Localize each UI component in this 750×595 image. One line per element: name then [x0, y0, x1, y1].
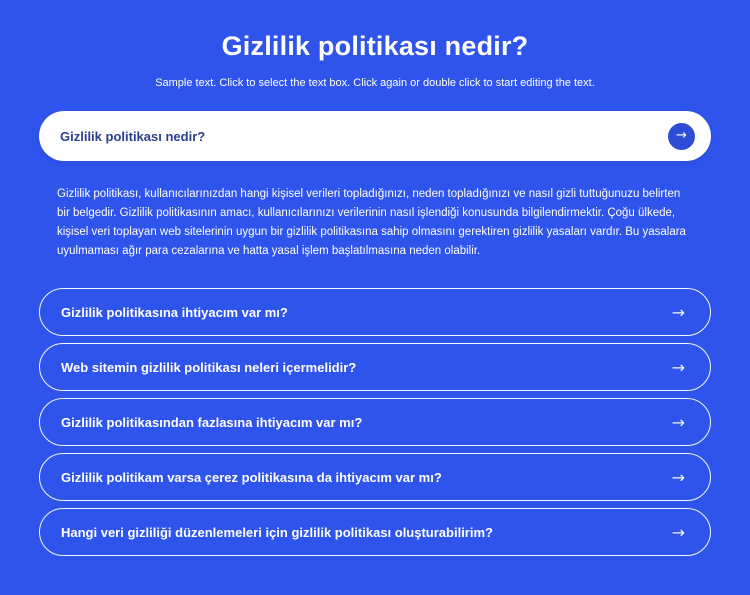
arrow-right-icon: →: [671, 302, 685, 322]
faq-question: Web sitemin gizlilik politikası neleri içermelidir?: [61, 359, 357, 375]
faq-item-cookie-policy[interactable]: [39, 453, 711, 501]
submit-question-button[interactable]: [668, 123, 695, 150]
arrow-right-icon: →: [671, 357, 685, 377]
question-input-label: Gizlilik politikası nedir?: [60, 128, 206, 144]
arrow-right-icon: →: [676, 128, 687, 143]
faq-item-regulations[interactable]: [39, 508, 711, 556]
arrow-right-icon: →: [671, 522, 685, 542]
faq-item-need-policy[interactable]: [39, 288, 711, 336]
faq-question: Gizlilik politikam varsa çerez politikasına da ihtiyacım var mı?: [61, 469, 442, 485]
page-subtitle: Sample text. Click to select the text box. Click again or double click to start editing the text.: [155, 77, 595, 89]
faq-question: Gizlilik politikasından fazlasına ihtiyacım var mı?: [61, 414, 363, 430]
arrow-right-icon: →: [671, 467, 685, 487]
arrow-right-icon: →: [671, 412, 685, 432]
faq-question: Hangi veri gizliliği düzenlemeleri için gizlilik politikası oluşturabilirim?: [61, 524, 493, 540]
intro-paragraph: Gizlilik politikası, kullanıcılarınızdan hangi kişisel verileri topladığınızı, neden topladığınızı ve nasıl gizli tuttuğunuzu belirten bir belgedir. Gizlilik politikasının amacı, kullanıcılarınızı verilerinin nasıl işlendiği konusunda bilgilendirmektir. Çoğu ülkede, kişisel veri toplayan web sitelerinin uygun bir gizlilik politikasına sahip olmasını gerektiren gizlilik yasaları vardır. Bu yasalara uyulmaması ağır para cezalarına ve hatta yasal işlem başlatılmasına neden olabilir.: [57, 188, 686, 257]
question-input-card[interactable]: [39, 111, 711, 161]
faq-question: Gizlilik politikasına ihtiyacım var mı?: [61, 304, 288, 320]
faq-item-need-more[interactable]: [39, 398, 711, 446]
faq-list: [39, 288, 711, 556]
page-title: Gizlilik politikası nedir?: [221, 31, 529, 61]
faq-item-what-to-include[interactable]: [39, 343, 711, 391]
